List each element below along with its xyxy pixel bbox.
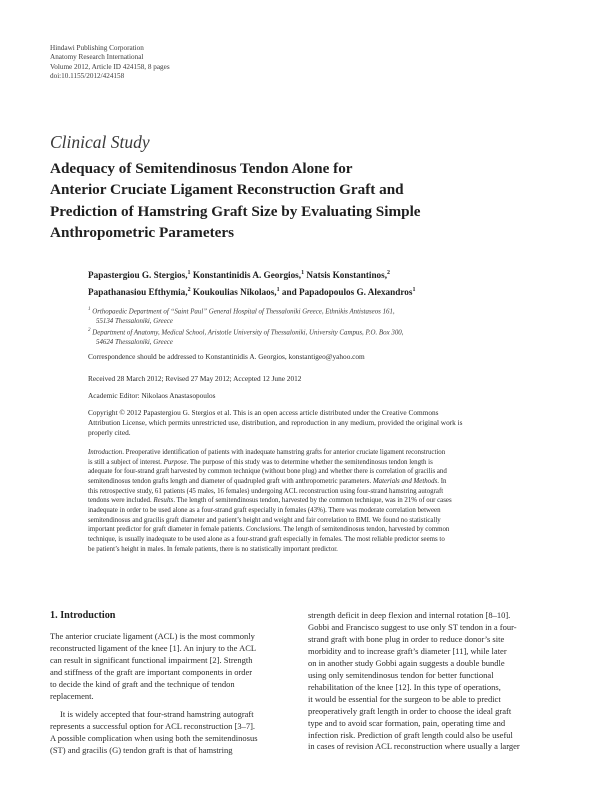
body-line: (ST) and gracilis (G) tendon graft is that of hamstring xyxy=(50,744,233,755)
affiliation-marker: 1 xyxy=(412,287,416,294)
section-heading-introduction: 1. Introduction xyxy=(50,610,116,621)
abstract-label-introduction: Introduction xyxy=(88,449,123,456)
author-name: Natsis Konstantinos, xyxy=(306,270,388,281)
dates xyxy=(88,374,551,384)
abstract-text: is still a subject of interest. xyxy=(88,458,162,466)
affiliation-marker: 1 xyxy=(276,287,280,294)
abstract-line: semitendinosus and gracilis graft diameter and patient’s height and weight and fair correlation to BMI. We found no statistically xyxy=(88,516,441,524)
author-line xyxy=(88,266,528,283)
affiliation-marker: 1 xyxy=(187,270,191,276)
abstract-line: this retrospective study, 61 patients (45 males, 16 females) undergoing ACL reconstruction using four-strand hamstring autograft xyxy=(88,487,444,495)
body-line: strand graft with bone plug in order to reduce donor’s site xyxy=(308,633,505,644)
body-line: The anterior cruciate ligament (ACL) is the most commonly xyxy=(50,630,255,641)
title-line: Prediction of Hamstring Graft Size by Evaluating Simple xyxy=(50,202,421,220)
abstract-text: . In xyxy=(437,477,447,485)
abstract-label-purpose: Purpose xyxy=(163,458,187,466)
affiliation-line xyxy=(88,305,528,317)
body-line: preoperatively graft length in order to choose the ideal graft xyxy=(308,705,512,716)
title-line: Anterior Cruciate Ligament Reconstruction Graft and xyxy=(50,181,404,199)
author-name: Papathanasiou Efthymia, xyxy=(88,287,188,298)
paper-title xyxy=(50,158,520,243)
body-line: infection risk. Prediction of graft length could also be useful xyxy=(308,729,513,740)
dates-text: Received 28 March 2012; Revised 27 May 2012; Accepted 12 June 2012 xyxy=(88,374,302,383)
author-name: Konstantinidis A. Georgios, xyxy=(192,270,302,281)
body-line: on in another study Gobbi again suggests a double bundle xyxy=(308,657,505,668)
author-name: Koukoulias Nikolaos, xyxy=(192,287,277,298)
abstract-line: inadequate in order to be used alone as a four-strand graft especially in females (43%). There was moderate correlation between xyxy=(88,506,441,514)
correspondence xyxy=(88,352,551,362)
body-line: can result in significant functional impairment [2]. Strength xyxy=(50,654,253,665)
article-type: Clinical Study xyxy=(50,132,150,152)
abstract-line xyxy=(88,496,551,506)
abstract-text: . Preoperative identification of patients with inadequate hamstring grafts for anterior cruciate ligament reconstruction xyxy=(122,449,446,456)
abstract-line xyxy=(88,525,551,535)
abstract-line xyxy=(88,477,551,487)
academic-editor xyxy=(88,391,551,401)
copyright xyxy=(88,408,551,439)
affiliation-line: 55134 Thessaloniki, Greece xyxy=(96,317,173,325)
academic-editor-text: Academic Editor: Nikolaos Anastasopoulos xyxy=(88,391,216,400)
affiliation-text: Orthopaedic Department of “Saint Paul” General Hospital of Thessaloniki Greece, Ethnikis Antistaseos 161, xyxy=(92,308,395,316)
body-line: reconstructed ligament of the knee [1]. An injury to the ACL xyxy=(50,642,257,653)
author-line xyxy=(88,283,528,300)
body-line: type and to avoid scar formation, pain, operating time and xyxy=(308,717,506,728)
abstract-label-conclusions: Conclusions xyxy=(245,526,280,534)
body-line: it would be essential for the surgeon to be able to predict xyxy=(308,693,501,704)
body-line: in cases of revision ACL reconstruction where usually a larger xyxy=(308,741,520,752)
journal-header xyxy=(50,44,170,82)
abstract-label-results: Results xyxy=(153,497,174,505)
author-list xyxy=(88,266,528,300)
copyright-line: Copyright © 2012 Papastergiou G. Stergios et al. This is an open access article distributed under the Creative Commons xyxy=(88,408,439,417)
title-line: Adequacy of Semitendinosus Tendon Alone for xyxy=(50,160,353,177)
body-line: It is widely accepted that four-strand hamstring autograft xyxy=(60,708,254,719)
abstract xyxy=(88,448,551,554)
abstract-line: be patient’s height in males. In female patients, there is no statistically important predictor. xyxy=(88,545,338,553)
affiliation-marker: 2 xyxy=(387,270,391,276)
correspondence-text[interactable]: Correspondence should be addressed to Konstantinidis A. Georgios, konstantigeo@yahoo.com xyxy=(88,352,365,361)
publisher-name: Hindawi Publishing Corporation xyxy=(50,44,144,52)
abstract-text: semitendinosus tendon grafts length and diameter of quadrupled graft with anthropometric parameters. xyxy=(88,477,372,485)
abstract-line: technique, is usually inadequate to be used alone as a four-strand graft especially in females. The most reliable predictor seems to xyxy=(88,535,445,543)
copyright-line: Attribution License, which permits unrestricted use, distribution, and reproduction in any medium, provided the original work is xyxy=(88,418,463,428)
volume-info: Volume 2012, Article ID 424158, 8 pages xyxy=(50,62,170,71)
abstract-text: important predictor for graft diameter in female patients. xyxy=(88,526,245,534)
author-name: Papastergiou G. Stergios, xyxy=(88,270,188,281)
affiliation-number: 1 xyxy=(88,307,91,312)
body-line: to decide the kind of graft and the technique of tendon xyxy=(50,678,235,689)
copyright-line: properly cited. xyxy=(88,428,131,438)
body-line: represents a successful option for ACL reconstruction [3–7]. xyxy=(50,720,256,731)
title-line: Anthropometric Parameters xyxy=(50,223,235,241)
body-line: and stiffness of the graft are important components in order xyxy=(50,666,253,677)
abstract-text: . The length of semitendinosus tendon, harvested by common xyxy=(279,526,450,534)
abstract-line xyxy=(88,458,551,468)
body-line: A possible complication when using both the semitendinosus xyxy=(50,732,258,743)
journal-name: Anatomy Research International xyxy=(50,53,144,62)
body-line: Gobbi and Francisco suggest to use only ST tendon in a four- xyxy=(308,621,517,632)
body-column-right xyxy=(308,610,556,753)
affiliation-line: 54624 Thessaloniki, Greece xyxy=(96,339,173,347)
affiliations xyxy=(88,305,528,348)
affiliation-number: 2 xyxy=(88,328,91,334)
abstract-line: adequate for four-strand graft harvested by common technique (without bone plug) and whether there is correlation of gracilis and xyxy=(88,468,447,476)
affiliation-marker: 1 xyxy=(301,270,305,276)
abstract-text: tendons were included. xyxy=(88,497,152,505)
affiliation-marker: 2 xyxy=(187,287,191,294)
body-line: rehabilitation of the knee [12]. In this type of operations, xyxy=(308,681,501,692)
body-line: morbidity and to increase graft’s diameter [11], while later xyxy=(308,645,507,656)
body-column-left xyxy=(50,610,298,756)
affiliation-text: Department of Anatomy, Medical School, Aristotle University of Thessaloniki, University Campus, P.O. Box 300, xyxy=(92,329,404,337)
abstract-label-materials: Materials and Methods xyxy=(372,477,438,485)
body-line: strength deficit in deep flexion and internal rotation [8–10]. xyxy=(308,610,511,620)
abstract-text: . The purpose of this study was to determine whether the semitendinosus tendon length is xyxy=(186,458,433,466)
affiliation-line xyxy=(88,326,528,338)
doi[interactable]: doi:10.1155/2012/424158 xyxy=(50,72,125,81)
abstract-line xyxy=(88,448,551,458)
body-line: replacement. xyxy=(50,690,94,701)
body-line: using only semitendinosus tendon for better functional xyxy=(308,669,494,680)
author-name: and Papadopoulos G. Alexandros xyxy=(281,287,413,298)
abstract-text: . The length of semitendinosus tendon, harvested by the common technique, was in 21% of our cases xyxy=(173,497,452,505)
